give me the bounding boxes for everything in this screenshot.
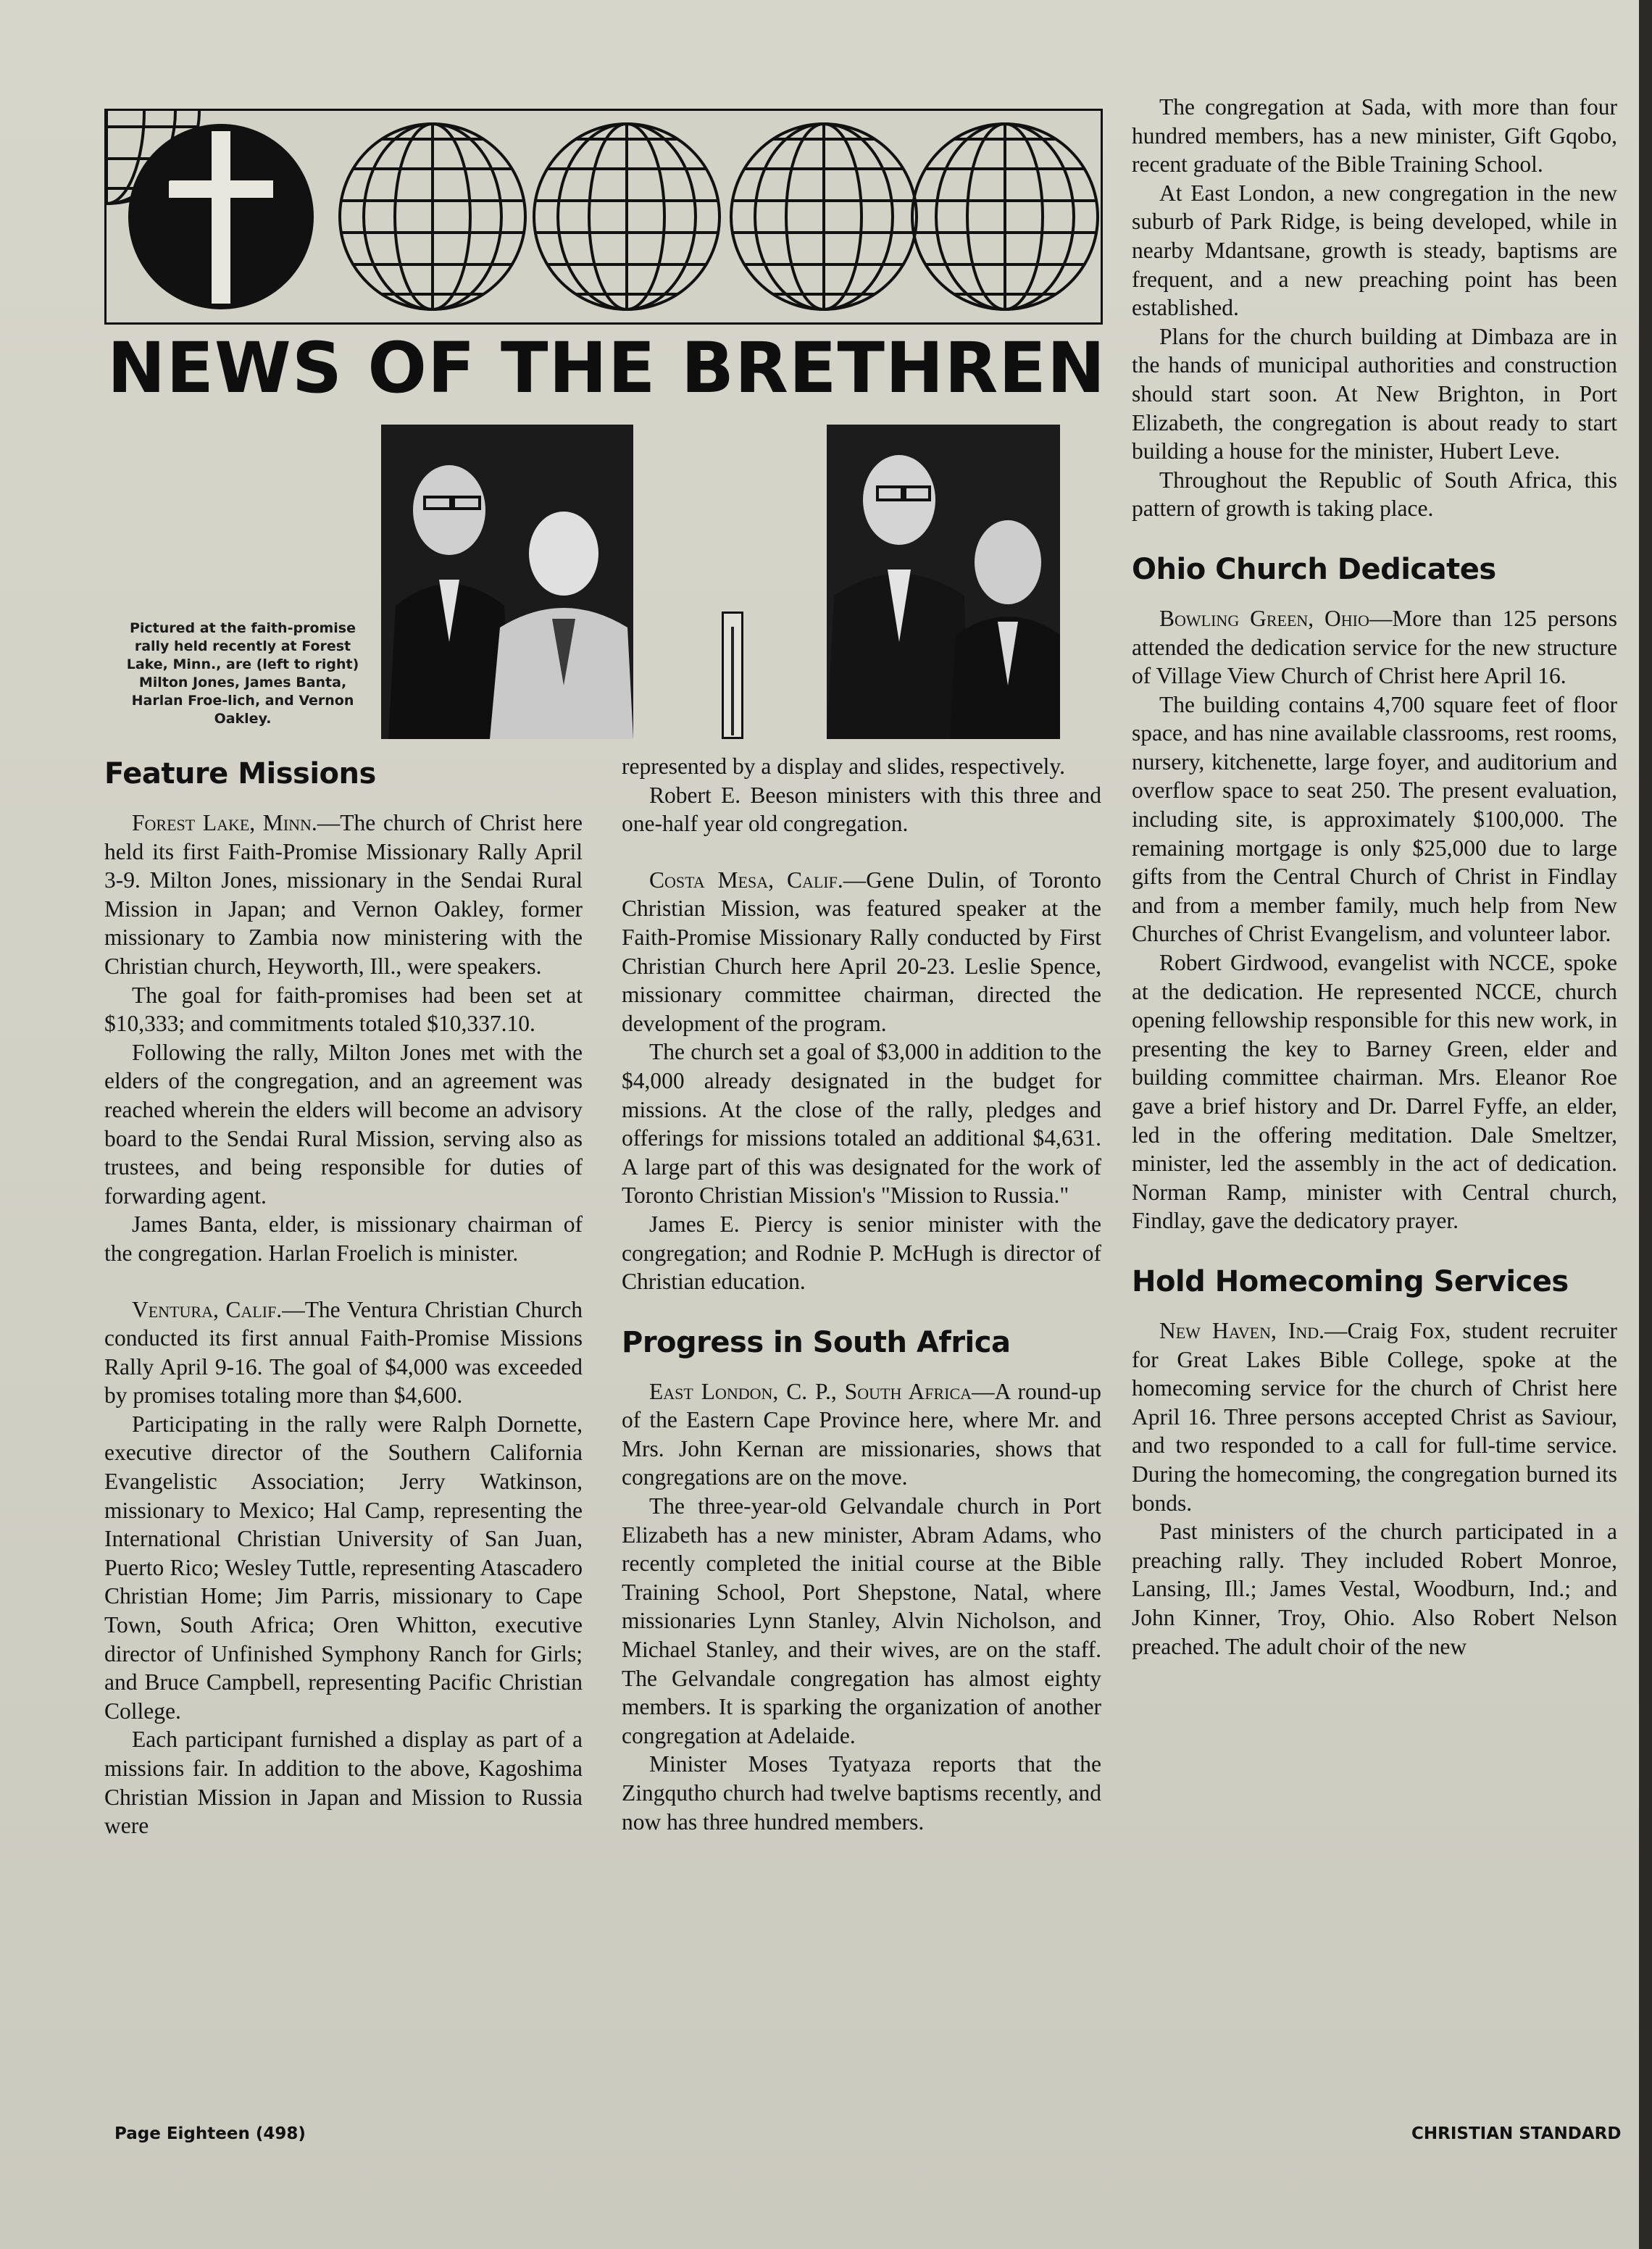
- paragraph: [1132, 1317, 1617, 1517]
- paragraph: Minister Moses Tyatyaza reports that the Zingqutho church had twelve baptisms recently, and now has three hundred members.: [622, 1751, 1101, 1835]
- header-banner: [104, 109, 1103, 325]
- globe-icon: [912, 124, 1098, 309]
- dateline: Forest Lake, Minn.: [132, 810, 317, 835]
- column-2: [622, 752, 1101, 1836]
- rally-photo-left: [381, 425, 633, 739]
- column-3: [1132, 93, 1617, 1661]
- paragraph: At East London, a new congregation in the new suburb of Park Ridge, is being developed, while in nearby Mdantsane, growth is steady, baptisms are frequent, and a new preaching point has been established.: [1132, 180, 1617, 321]
- paragraph-text: —More than 125 persons attended the dedication service for the new structure of Village View Church of Christ here April 16.: [1132, 605, 1617, 689]
- paragraph: Past ministers of the church participated in a preaching rally. They included Robert Monroe, Lansing, Ill.; James Vestal, Woodburn, Ind.; and John Kinner, Troy, Ohio. Also Robert Nelson preached. The adult choir of the new: [1132, 1519, 1617, 1659]
- paragraph-text: —Craig Fox, student recruiter for Great Lakes Bible College, spoke at the homecoming service for the church of Christ here April 16. Three persons accepted Christ as Saviour, and two responded to a call for full-time service. During the homecoming, the congregation burned its bonds.: [1132, 1317, 1617, 1516]
- feature-missions-heading: Feature Missions: [104, 757, 376, 790]
- paragraph-text: —The church of Christ here held its first Faith-Promise Missionary Rally April 3-9. Milton Jones, missionary in the Sendai Rural Mission in Japan; and Vernon Oakley, former missionary to Zambia now ministering with the Christian church, Heyworth, Ill., were speakers.: [104, 810, 583, 979]
- ohio-heading: Ohio Church Dedicates: [1132, 552, 1496, 586]
- rally-photo-right: [827, 425, 1060, 739]
- paragraph: [622, 1377, 1101, 1492]
- paragraph: [622, 866, 1101, 1038]
- paragraph: [104, 1295, 583, 1410]
- cross-and-globes-artwork: [107, 111, 1101, 322]
- paragraph: Following the rally, Milton Jones met with the elders of the congregation, and an agreement was reached wherein the elders will become an advisory board to the Sendai Rural Mission, serving also as trustees, and being responsible for duties of forwarding agent.: [104, 1039, 583, 1209]
- page-edge: [1639, 0, 1652, 2249]
- globe-icon: [534, 124, 719, 309]
- paragraph-text: —A round-up of the Eastern Cape Province here, where Mr. and Mrs. John Kernan are missionaries, shows that congregations are on the move.: [622, 1378, 1101, 1490]
- publication-name: CHRISTIAN STANDARD: [1411, 2124, 1622, 2143]
- paragraph: The congregation at Sada, with more than four hundred members, has a new minister, Gift Gqobo, recent graduate of the Bible Training School.: [1132, 94, 1617, 178]
- paragraph: The building contains 4,700 square feet of floor space, and has nine available classrooms, rest rooms, nursery, kitchenette, large foyer, and auditorium and overflow space to seat 250. The present evaluation, including site, is approximately $100,000. The remaining mortgage is only $25,000 due to large gifts from the Central Church of Christ in Findlay and from a member family, much help from New Churches of Christ Evangelism, and volunteer labor.: [1132, 691, 1617, 947]
- paragraph: The church set a goal of $3,000 in addition to the $4,000 already designated in the budget for missions. At the close of the rally, pledges and offerings for missions totaled an additional $4,631. A large part of this was designated for the work of Toronto Christian Mission's "Mission to Russia.": [622, 1039, 1101, 1209]
- paragraph: Each participant furnished a display as part of a missions fair. In addition to the above, Kagoshima Christian Mission in Japan and Mission to Russia were: [104, 1727, 583, 1839]
- printed-marker: [722, 612, 743, 739]
- paragraph: represented by a display and slides, respectively.: [622, 754, 1066, 779]
- south-africa-heading: Progress in South Africa: [622, 1325, 1011, 1359]
- paragraph-text: —The Ventura Christian Church conducted its first annual Faith-Promise Missions Rally April 9-16. The goal of $4,000 was exceeded by promises totaling more than $4,600.: [104, 1296, 583, 1409]
- paragraph: The three-year-old Gelvandale church in Port Elizabeth has a new minister, Abram Adams, who recently completed the initial course at the Bible Training School, Port Shepstone, Natal, where missionaries Lynn Stanley, Alvin Nicholson, and Michael Stanley, and their wives, are on the staff. The Gelvandale congregation has almost eighty members. It is sparking the organization of another congregation at Adelaide.: [622, 1493, 1101, 1748]
- column-1: [104, 756, 583, 1840]
- globe-icon: [340, 124, 525, 309]
- paragraph: James Banta, elder, is missionary chairman of the congregation. Harlan Froelich is minister.: [104, 1211, 583, 1266]
- paragraph: Throughout the Republic of South Africa, this pattern of growth is taking place.: [1132, 467, 1617, 522]
- page-number: Page Eighteen (498): [114, 2124, 306, 2143]
- dateline: Ventura, Calif.: [132, 1296, 283, 1322]
- globe-icon: [731, 124, 917, 309]
- paragraph: Robert E. Beeson ministers with this three and one-half year old congregation.: [622, 782, 1101, 837]
- homecoming-heading: Hold Homecoming Services: [1132, 1264, 1569, 1298]
- cross-icon: [212, 131, 230, 304]
- paragraph: [104, 809, 583, 981]
- paragraph-text: —Gene Dulin, of Toronto Christian Mission, was featured speaker at the Faith-Promise Missionary Rally conducted by First Christian Church here April 20-23. Leslie Spence, missionary committee chairman, directed the development of the program.: [622, 867, 1101, 1036]
- paragraph: The goal for faith-promises had been set at $10,333; and commitments totaled $10,337.10.: [104, 982, 583, 1037]
- paragraph: James E. Piercy is senior minister with the congregation; and Rodnie P. McHugh is director of Christian education.: [622, 1211, 1101, 1295]
- paragraph: [1132, 604, 1617, 690]
- dateline: New Haven, Ind.: [1159, 1317, 1324, 1343]
- dateline: East London, C. P., South Africa: [649, 1378, 972, 1404]
- page-title: NEWS OF THE BRETHREN: [107, 327, 1106, 409]
- dateline: Bowling Green, Ohio: [1159, 605, 1369, 631]
- dateline: Costa Mesa, Calif.: [649, 867, 843, 893]
- paragraph: Robert Girdwood, evangelist with NCCE, spoke at the dedication. He represented NCCE, church opening fellowship responsible for this new work, in presenting the key to Barney Green, elder and building committee chairman. Mrs. Eleanor Roe gave a brief history and Dr. Darrel Fyffe, an elder, led in the offering meditation. Dale Smeltzer, minister, led the assembly in the act of dedication. Norman Ramp, minister with Central church, Findlay, gave the dedicatory prayer.: [1132, 950, 1617, 1234]
- paragraph: Participating in the rally were Ralph Dornette, executive director of the Southern California Evangelistic Association; Jerry Watkinson, missionary to Mexico; Hal Camp, representing the International Christian University of San Juan, Puerto Rico; Wesley Tuttle, representing Atascadero Christian Home; Jim Parris, missionary to Cape Town, South Africa; Oren Whitton, executive director of Unfinished Symphony Ranch for Girls; and Bruce Campbell, representing Pacific Christian College.: [104, 1411, 583, 1724]
- paragraph: Plans for the church building at Dimbaza are in the hands of municipal authorities and construction should start soon. At New Brighton, in Port Elizabeth, the congregation is about ready to start building a house for the minister, Hubert Leve.: [1132, 323, 1617, 464]
- photo-caption: Pictured at the faith-promise rally held recently at Forest Lake, Minn., are (left to right) Milton Jones, James Banta, Harlan Froe-lich, and Vernon Oakley.: [126, 620, 359, 727]
